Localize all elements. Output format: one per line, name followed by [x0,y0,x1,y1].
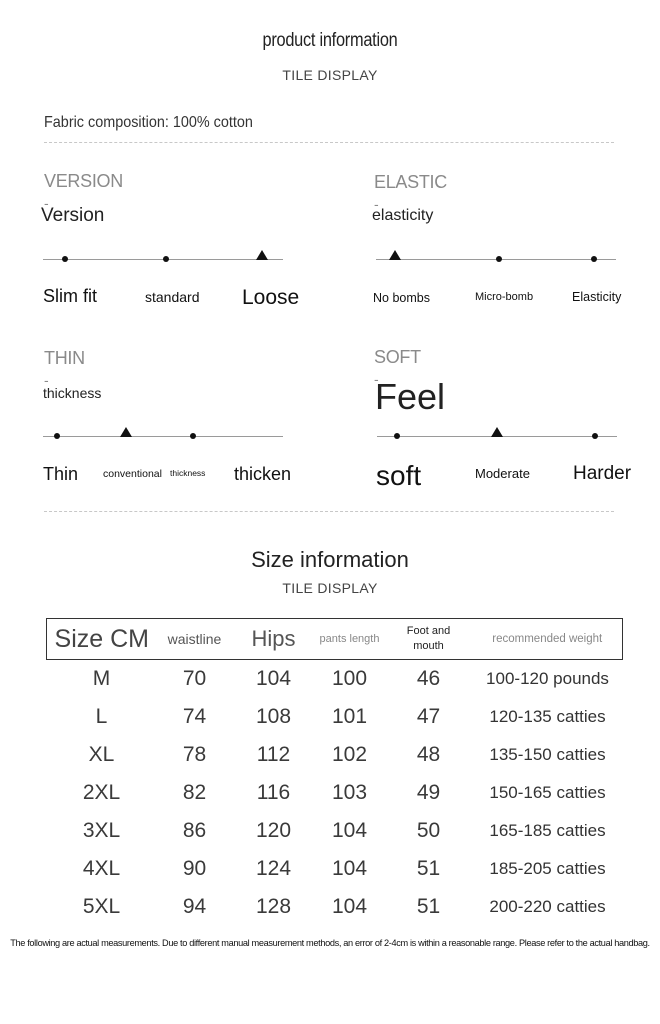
table-cell: M [92,667,111,690]
table-cell: 3XL [82,819,121,842]
table-cell: 120-135 catties [489,707,606,726]
table-cell: 51 [416,857,441,880]
attr-elastic-cn: elasticity [372,207,434,224]
table-cell: 112 [256,743,291,766]
table-cell: 49 [416,781,441,804]
table-cell: 82 [182,781,207,804]
scale-dot [591,256,597,262]
table-cell: 104 [331,857,368,880]
scale-dot [394,433,400,439]
scale-marker-triangle [256,250,268,260]
page-subtitle: TILE DISPLAY [282,67,378,83]
table-row [47,660,623,699]
table-cell: 51 [416,895,441,918]
divider [44,142,614,143]
header-size: Size CM [47,619,157,660]
scale-marker-triangle [491,427,503,437]
measurement-note: The following are actual measurements. Due to different manual measurement methods, an error of 2-4cm is within a reasonable range. Please refer to the actual handbag. [10,938,650,948]
table-cell: 185-205 catties [489,859,606,878]
table-row [47,698,623,736]
table-cell: 48 [416,743,441,766]
header-recommended-weight: recommended weight [473,619,623,660]
table-cell: 50 [416,819,441,842]
divider [44,511,614,512]
attr-version-label-1: standard [145,289,200,305]
table-cell: 135-150 catties [489,745,606,764]
table-cell: 103 [331,781,368,804]
attr-soft-en: SOFT - [374,347,421,389]
header-waistline: waistline [157,619,233,660]
attr-version-label-0: Slim fit [43,286,97,306]
table-cell: 120 [255,819,292,842]
scale-marker-triangle [389,250,401,260]
table-cell: 94 [182,895,207,918]
attr-soft-cn: Feel [375,376,446,417]
table-row [47,850,623,888]
fabric-composition: Fabric composition: 100% cotton [44,114,253,131]
table-cell: 4XL [82,857,121,880]
table-cell: 78 [182,743,207,766]
size-title: Size information [251,547,409,572]
attr-thin-en: THIN - [44,348,85,390]
table-row [47,812,623,850]
attr-elastic-en: ELASTIC - [374,172,447,214]
header-pants-length: pants length [315,619,385,660]
table-cell: 100-120 pounds [486,669,609,688]
table-cell: 108 [255,705,292,728]
scale-dot [54,433,60,439]
table-cell: 102 [331,743,368,766]
attr-version-en: VERSION - [44,171,123,213]
attr-version-cn: Version [41,205,105,226]
attr-soft-label-0: soft [376,460,422,491]
attr-thin-label-2: thickness [170,468,206,478]
attr-thin-label-0: Thin [43,464,79,484]
scale-dot [496,256,502,262]
attr-elastic-label-2: Elasticity [572,290,622,304]
attr-soft-label-2: Harder [573,463,632,484]
scale-marker-triangle [120,427,132,437]
table-cell: 150-165 catties [489,783,606,802]
table-cell: L [95,705,108,728]
attr-thin-label-3: thicken [234,464,292,484]
table-cell: XL [88,743,115,766]
table-row [47,774,623,812]
table-row [47,888,623,926]
table-cell: 124 [255,857,292,880]
scale-dot [592,433,598,439]
size-table-header [47,619,623,660]
table-cell: 74 [182,705,207,728]
table-cell: 101 [331,705,368,728]
table-cell: 5XL [82,895,121,918]
scale-dot [163,256,169,262]
size-subtitle: TILE DISPLAY [282,580,378,596]
table-cell: 104 [331,895,368,918]
table-cell: 90 [182,857,207,880]
attr-thin-slider [43,436,283,437]
size-table [46,618,623,926]
table-cell: 200-220 catties [489,897,606,916]
scale-dot [62,256,68,262]
table-cell: 104 [331,819,368,842]
page-title: product information [262,30,398,51]
scale-dot [190,433,196,439]
table-cell: 165-185 catties [489,821,606,840]
table-cell: 128 [255,895,292,918]
table-cell: 116 [256,781,291,804]
header-hips: Hips [233,619,315,660]
table-row [47,736,623,774]
attr-thin-label-1: conventional [103,468,162,480]
table-cell: 70 [182,667,207,690]
table-cell: 47 [416,705,441,728]
attr-soft-label-1: Moderate [475,466,530,481]
table-cell: 100 [331,667,368,690]
attr-version-label-2: Loose [242,286,300,309]
attr-elastic-label-0: No bombs [373,291,430,305]
table-cell: 2XL [82,781,121,804]
attr-thin-cn: thickness [43,385,102,401]
header-foot-mouth: Foot and mouth [385,619,473,660]
attr-elastic-label-1: Micro-bomb [475,291,534,303]
table-cell: 46 [416,667,441,690]
table-cell: 86 [182,819,207,842]
table-cell: 104 [255,667,292,690]
